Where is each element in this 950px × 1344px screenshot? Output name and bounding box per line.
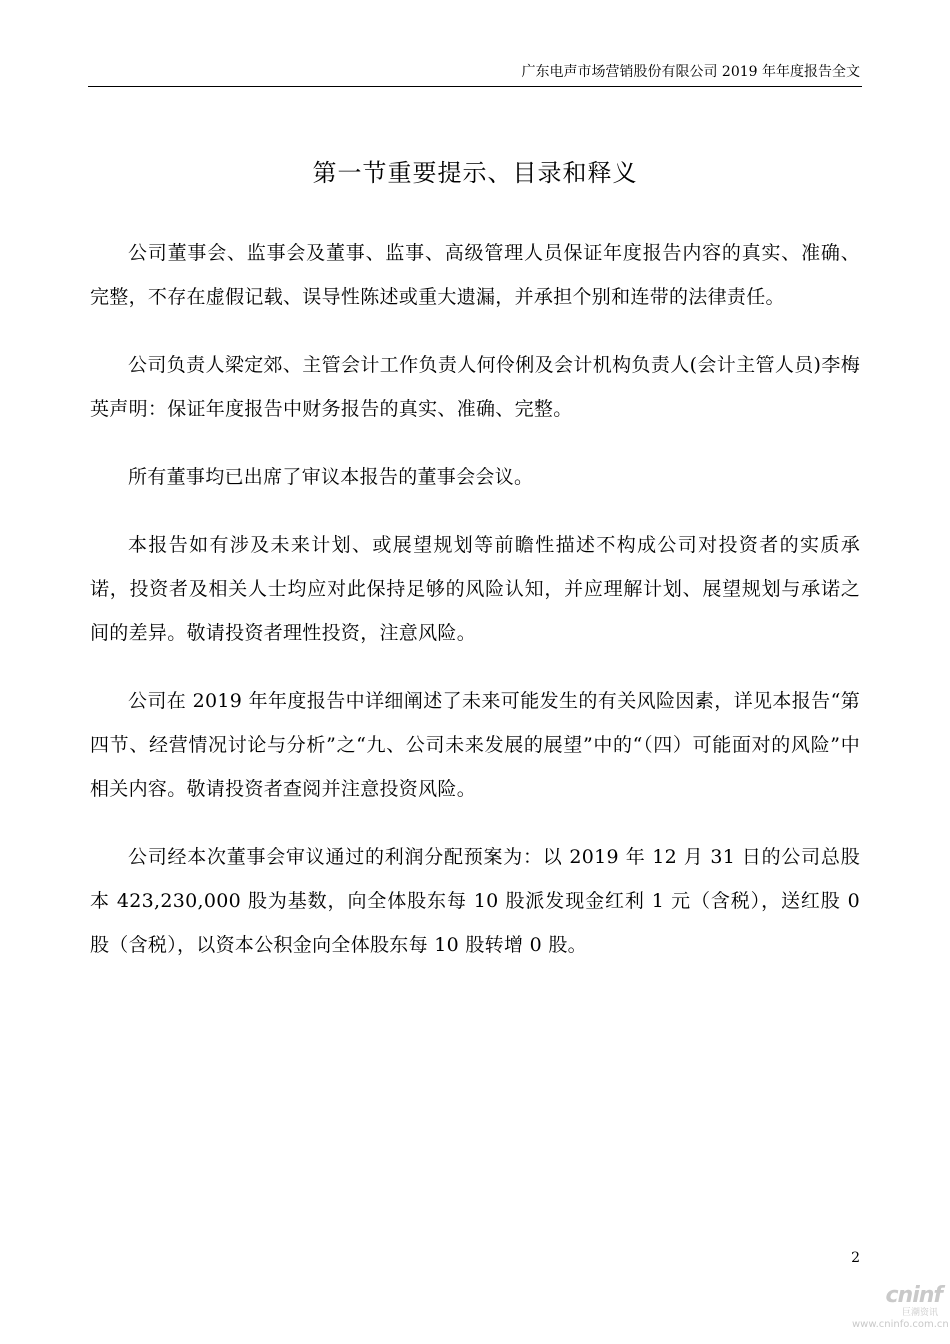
paragraph-directors-attendance: 所有董事均已出席了审议本报告的董事会会议。 — [128, 466, 534, 488]
document-body — [90, 231, 860, 991]
cninfo-url: www.cninfo.com.cn — [852, 1319, 949, 1330]
paragraph-board-guarantee: 公司董事会、监事会及董事、监事、高级管理人员保证年度报告内容的真实、准确、完整，不存在虚假记载、误导性陈述或重大遗漏，并承担个别和连带的法律责任。 — [90, 242, 860, 308]
cninfo-watermark-logo — [852, 1283, 949, 1336]
paragraph-risk-factors: 公司在 2019 年年度报告中详细阐述了未来可能发生的有关风险因素，详见本报告“第四节、经营情况讨论与分析”之“九、公司未来发展的展望”中的“（四）可能面对的风险”中相关内容。敬请投资者查阅并注意投资风险。 — [90, 690, 860, 800]
cninfo-logo-mark: cninf — [885, 1283, 942, 1308]
section-title: 第一节重要提示、目录和释义 — [312, 159, 638, 187]
running-header-title: 广东电声市场营销股份有限公司 2019 年年度报告全文 — [521, 64, 860, 80]
page-number: 2 — [851, 1250, 860, 1266]
header-divider — [88, 86, 862, 87]
paragraph-profit-distribution: 公司经本次董事会审议通过的利润分配预案为：以 2019 年 12 月 31 日的公司总股本 423,230,000 股为基数，向全体股东每 10 股派发现金红利 1 元（含税），送红股 0 股（含税），以资本公积金向全体股东每 10 股转增 0 股。 — [90, 846, 860, 956]
paragraph-responsible-persons: 公司负责人梁定郊、主管会计工作负责人何伶俐及会计机构负责人(会计主管人员)李梅英声明：保证年度报告中财务报告的真实、准确、完整。 — [90, 354, 860, 420]
paragraph-forward-looking: 本报告如有涉及未来计划、或展望规划等前瞻性描述不构成公司对投资者的实质承诺，投资者及相关人士均应对此保持足够的风险认知，并应理解计划、展望规划与承诺之间的差异。敬请投资者理性投资，注意风险。 — [90, 534, 860, 644]
cninfo-logo-cn: 巨潮资讯 — [901, 1308, 938, 1318]
